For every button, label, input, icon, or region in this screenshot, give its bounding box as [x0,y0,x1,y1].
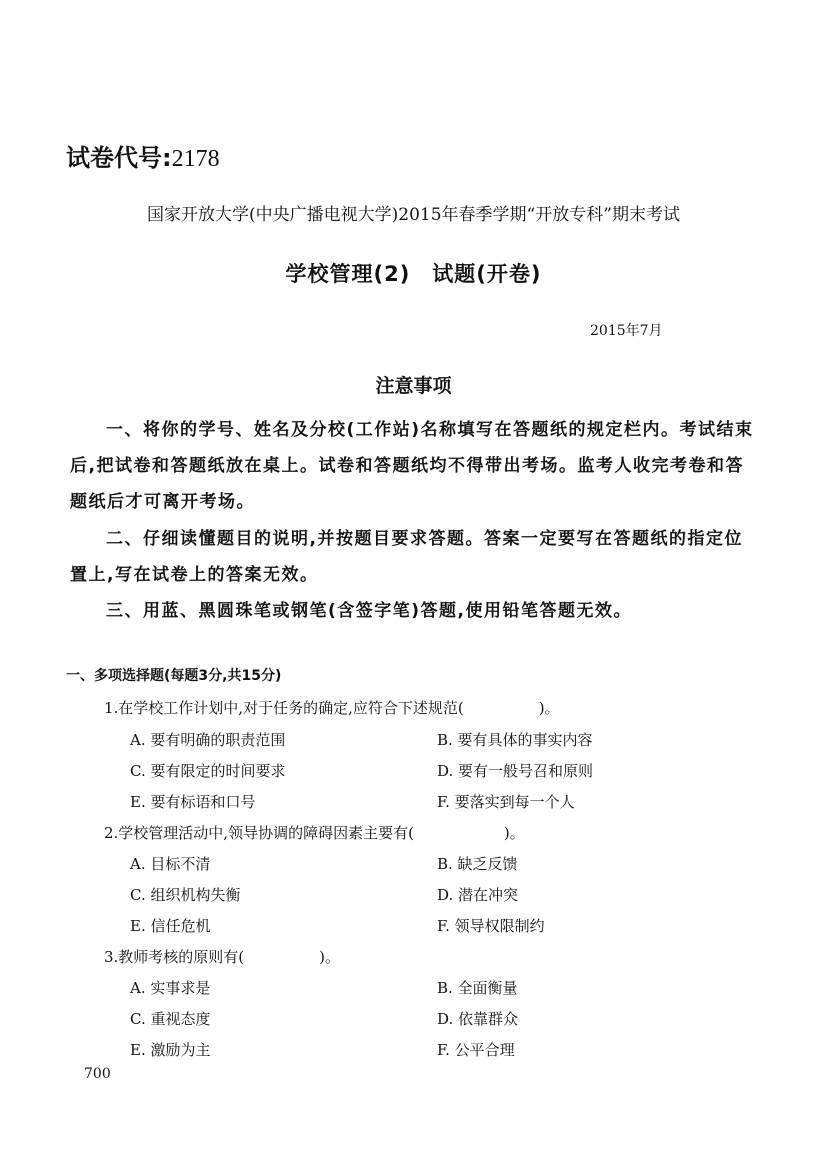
question-3-option-e: E. 激励为主 [130,1041,211,1059]
page-number: 700 [84,1066,111,1082]
paper-code-separator: : [162,144,172,172]
question-3-option-b: B. 全面衡量 [437,979,518,997]
question-1-option-f: F. 要落实到每一个人 [437,793,575,811]
question-1-option-c: C. 要有限定的时间要求 [130,762,286,780]
question-3-option-c: C. 重视态度 [130,1010,211,1028]
exam-title: 国家开放大学(中央广播电视大学)2015年春季学期“开放专科”期末考试 [147,205,680,225]
question-1-option-b: B. 要有具体的事实内容 [437,731,593,749]
exam-date: 2015年7月 [590,323,663,339]
question-2-option-f: F. 领导权限制约 [437,917,545,935]
notice-item-3: 三、用蓝、黑圆珠笔或钢笔(含签字笔)答题,使用铅笔答题无效。 [106,601,632,621]
question-3-option-d: D. 依靠群众 [437,1010,519,1028]
section-heading: 一、多项选择题(每题3分,共15分) [66,668,282,684]
paper-code-number: 2178 [171,146,220,172]
question-1-option-e: E. 要有标语和口号 [130,793,256,811]
notice-item-1: 一、将你的学号、姓名及分校(工作站)名称填写在答题纸的规定栏内。考试结束后,把试卷和答题纸放在桌上。试卷和答题纸均不得带出考场。监考人收完考卷和答题纸后才可离开考场。 [70,420,754,512]
subject-title: 学校管理(2) 试题(开卷) [285,262,542,286]
question-3-stem: 3.教师考核的原则有( )。 [104,948,341,966]
question-2-option-d: D. 潜在冲突 [437,886,519,904]
question-3-option-a: A. 实事求是 [130,979,211,997]
paper-code-label: 试卷代号 [66,144,162,172]
question-2-stem: 2.学校管理活动中,领导协调的障碍因素主要有( )。 [104,824,525,842]
paper-code [66,138,220,173]
question-2-option-a: A. 目标不清 [130,855,211,873]
question-1-option-d: D. 要有一般号召和原则 [437,762,594,780]
notice-title: 注意事项 [375,375,452,397]
question-2-option-b: B. 缺乏反馈 [437,855,518,873]
question-1-option-a: A. 要有明确的职责范围 [130,731,286,749]
question-2-option-c: C. 组织机构失衡 [130,886,241,904]
question-3-option-f: F. 公平合理 [437,1041,515,1059]
question-1-stem: 1.在学校工作计划中,对于任务的确定,应符合下述规范( )。 [104,699,560,717]
notice-item-2: 二、仔细读懂题目的说明,并按题目要求答题。答案一定要写在答题纸的指定位置上,写在试卷上的答案无效。 [70,529,743,585]
question-2-option-e: E. 信任危机 [130,917,211,935]
